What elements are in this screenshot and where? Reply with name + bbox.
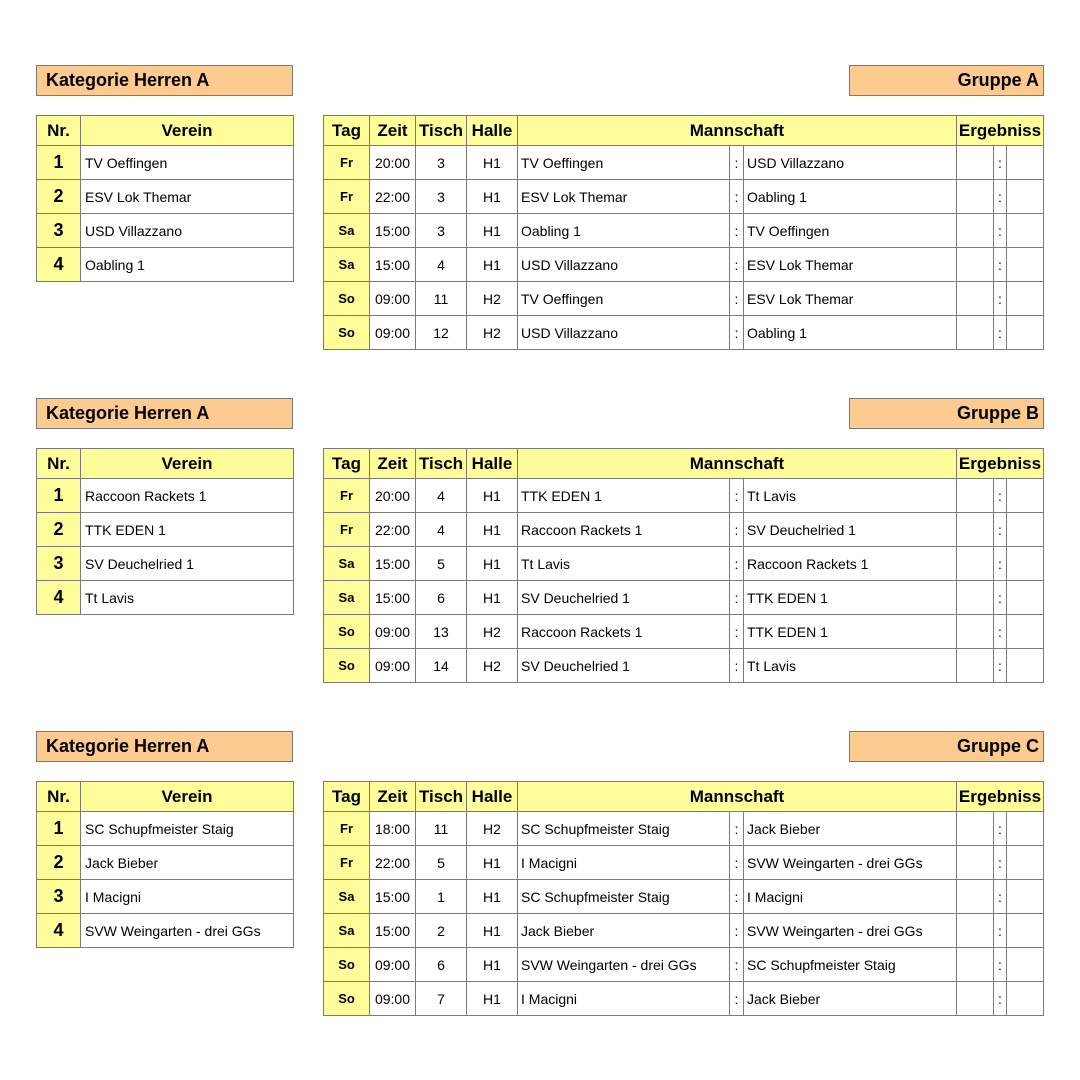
- match-hall: H1: [467, 880, 518, 914]
- match-time: 15:00: [370, 248, 416, 282]
- team-number: 1: [37, 146, 81, 180]
- result-away-cell[interactable]: [1007, 180, 1044, 214]
- team-separator: :: [730, 649, 744, 683]
- header-verein: Verein: [81, 449, 294, 479]
- match-table: 11: [416, 812, 467, 846]
- team-row: [37, 812, 294, 846]
- match-time: 09:00: [370, 649, 416, 683]
- home-team: USD Villazzano: [518, 316, 730, 350]
- away-team: Raccoon Rackets 1: [744, 547, 957, 581]
- match-day: Fr: [324, 146, 370, 180]
- category-label: Kategorie Herren A: [36, 731, 293, 762]
- team-number: 3: [37, 214, 81, 248]
- match-table: 4: [416, 248, 467, 282]
- match-table: 3: [416, 214, 467, 248]
- team-number: 1: [37, 812, 81, 846]
- header-zeit: Zeit: [370, 116, 416, 146]
- result-home-cell[interactable]: [957, 146, 994, 180]
- match-time: 15:00: [370, 914, 416, 948]
- result-home-cell[interactable]: [957, 948, 994, 982]
- match-time: 15:00: [370, 214, 416, 248]
- team-separator: :: [730, 948, 744, 982]
- away-team: SC Schupfmeister Staig: [744, 948, 957, 982]
- match-hall: H2: [467, 316, 518, 350]
- result-separator: :: [994, 649, 1007, 683]
- teams-table: [36, 781, 294, 948]
- match-table: 5: [416, 547, 467, 581]
- match-day: Fr: [324, 846, 370, 880]
- home-team: Tt Lavis: [518, 547, 730, 581]
- team-row: [37, 146, 294, 180]
- team-row: [37, 547, 294, 581]
- team-number: 2: [37, 513, 81, 547]
- header-nr: Nr.: [37, 782, 81, 812]
- result-home-cell[interactable]: [957, 180, 994, 214]
- team-row: [37, 513, 294, 547]
- result-home-cell[interactable]: [957, 982, 994, 1016]
- match-hall: H1: [467, 581, 518, 615]
- team-name: TV Oeffingen: [81, 146, 294, 180]
- header-nr: Nr.: [37, 116, 81, 146]
- group-label: Gruppe A: [849, 65, 1044, 96]
- match-row: [324, 513, 1044, 547]
- match-hall: H1: [467, 547, 518, 581]
- team-separator: :: [730, 914, 744, 948]
- header-mannschaft: Mannschaft: [518, 449, 957, 479]
- team-separator: :: [730, 846, 744, 880]
- team-number: 1: [37, 479, 81, 513]
- header-tag: Tag: [324, 449, 370, 479]
- match-time: 20:00: [370, 146, 416, 180]
- home-team: SC Schupfmeister Staig: [518, 812, 730, 846]
- team-row: [37, 880, 294, 914]
- header-verein: Verein: [81, 116, 294, 146]
- result-separator: :: [994, 914, 1007, 948]
- match-table: 14: [416, 649, 467, 683]
- group-section: [0, 731, 1080, 1051]
- home-team: SV Deuchelried 1: [518, 649, 730, 683]
- result-separator: :: [994, 547, 1007, 581]
- match-day: So: [324, 982, 370, 1016]
- header-tag: Tag: [324, 116, 370, 146]
- home-team: TV Oeffingen: [518, 146, 730, 180]
- match-hall: H2: [467, 615, 518, 649]
- match-row: [324, 146, 1044, 180]
- match-time: 09:00: [370, 282, 416, 316]
- result-home-cell[interactable]: [957, 282, 994, 316]
- away-team: Jack Bieber: [744, 982, 957, 1016]
- header-halle: Halle: [467, 116, 518, 146]
- result-away-cell[interactable]: [1007, 248, 1044, 282]
- result-separator: :: [994, 615, 1007, 649]
- header-zeit: Zeit: [370, 782, 416, 812]
- match-day: Fr: [324, 812, 370, 846]
- match-row: [324, 649, 1044, 683]
- result-separator: :: [994, 982, 1007, 1016]
- result-away-cell[interactable]: [1007, 880, 1044, 914]
- result-home-cell[interactable]: [957, 248, 994, 282]
- match-day: So: [324, 649, 370, 683]
- header-mannschaft: Mannschaft: [518, 782, 957, 812]
- team-row: [37, 180, 294, 214]
- team-number: 2: [37, 180, 81, 214]
- header-verein: Verein: [81, 782, 294, 812]
- away-team: SVW Weingarten - drei GGs: [744, 846, 957, 880]
- home-team: SC Schupfmeister Staig: [518, 880, 730, 914]
- match-time: 09:00: [370, 948, 416, 982]
- category-label: Kategorie Herren A: [36, 398, 293, 429]
- team-name: ESV Lok Themar: [81, 180, 294, 214]
- match-table: 2: [416, 914, 467, 948]
- match-row: [324, 982, 1044, 1016]
- match-time: 18:00: [370, 812, 416, 846]
- match-time: 15:00: [370, 547, 416, 581]
- home-team: Raccoon Rackets 1: [518, 615, 730, 649]
- match-row: [324, 248, 1044, 282]
- header-halle: Halle: [467, 782, 518, 812]
- result-separator: :: [994, 948, 1007, 982]
- header-tisch: Tisch: [416, 782, 467, 812]
- match-time: 22:00: [370, 846, 416, 880]
- match-hall: H1: [467, 146, 518, 180]
- result-separator: :: [994, 479, 1007, 513]
- away-team: TTK EDEN 1: [744, 615, 957, 649]
- header-ergebniss: Ergebniss: [957, 782, 1044, 812]
- result-separator: :: [994, 812, 1007, 846]
- header-tisch: Tisch: [416, 449, 467, 479]
- result-separator: :: [994, 282, 1007, 316]
- away-team: ESV Lok Themar: [744, 248, 957, 282]
- home-team: TTK EDEN 1: [518, 479, 730, 513]
- result-away-cell[interactable]: [1007, 282, 1044, 316]
- team-name: Oabling 1: [81, 248, 294, 282]
- match-time: 15:00: [370, 581, 416, 615]
- result-away-cell[interactable]: [1007, 812, 1044, 846]
- header-tisch: Tisch: [416, 116, 467, 146]
- home-team: Oabling 1: [518, 214, 730, 248]
- match-row: [324, 948, 1044, 982]
- match-row: [324, 316, 1044, 350]
- result-separator: :: [994, 880, 1007, 914]
- match-row: [324, 914, 1044, 948]
- match-day: Sa: [324, 214, 370, 248]
- away-team: I Macigni: [744, 880, 957, 914]
- match-row: [324, 846, 1044, 880]
- match-hall: H1: [467, 248, 518, 282]
- header-zeit: Zeit: [370, 449, 416, 479]
- result-away-cell[interactable]: [1007, 547, 1044, 581]
- result-home-cell[interactable]: [957, 880, 994, 914]
- result-home-cell[interactable]: [957, 914, 994, 948]
- home-team: TV Oeffingen: [518, 282, 730, 316]
- category-label: Kategorie Herren A: [36, 65, 293, 96]
- team-separator: :: [730, 214, 744, 248]
- group-section: [0, 65, 1080, 385]
- match-table: 11: [416, 282, 467, 316]
- match-time: 15:00: [370, 880, 416, 914]
- home-team: Jack Bieber: [518, 914, 730, 948]
- team-row: [37, 846, 294, 880]
- group-section: [0, 398, 1080, 718]
- result-home-cell[interactable]: [957, 581, 994, 615]
- team-number: 4: [37, 914, 81, 948]
- away-team: Oabling 1: [744, 316, 957, 350]
- home-team: SV Deuchelried 1: [518, 581, 730, 615]
- team-separator: :: [730, 479, 744, 513]
- match-time: 09:00: [370, 615, 416, 649]
- team-name: I Macigni: [81, 880, 294, 914]
- away-team: Tt Lavis: [744, 479, 957, 513]
- team-name: Jack Bieber: [81, 846, 294, 880]
- match-hall: H1: [467, 948, 518, 982]
- team-separator: :: [730, 513, 744, 547]
- teams-table: [36, 448, 294, 615]
- result-away-cell[interactable]: [1007, 479, 1044, 513]
- result-separator: :: [994, 513, 1007, 547]
- match-table: 6: [416, 581, 467, 615]
- group-label: Gruppe B: [849, 398, 1044, 429]
- match-day: Fr: [324, 513, 370, 547]
- home-team: ESV Lok Themar: [518, 180, 730, 214]
- home-team: Raccoon Rackets 1: [518, 513, 730, 547]
- schedule-table: [323, 115, 1044, 350]
- team-separator: :: [730, 282, 744, 316]
- match-day: So: [324, 316, 370, 350]
- team-separator: :: [730, 880, 744, 914]
- header-ergebniss: Ergebniss: [957, 116, 1044, 146]
- result-home-cell[interactable]: [957, 846, 994, 880]
- away-team: USD Villazzano: [744, 146, 957, 180]
- match-day: Sa: [324, 547, 370, 581]
- team-row: [37, 248, 294, 282]
- result-separator: :: [994, 180, 1007, 214]
- result-away-cell[interactable]: [1007, 146, 1044, 180]
- match-row: [324, 479, 1044, 513]
- match-hall: H1: [467, 846, 518, 880]
- away-team: Oabling 1: [744, 180, 957, 214]
- result-home-cell[interactable]: [957, 615, 994, 649]
- team-row: [37, 214, 294, 248]
- result-away-cell[interactable]: [1007, 316, 1044, 350]
- match-day: Sa: [324, 914, 370, 948]
- match-time: 09:00: [370, 316, 416, 350]
- match-row: [324, 547, 1044, 581]
- match-time: 22:00: [370, 180, 416, 214]
- result-home-cell[interactable]: [957, 649, 994, 683]
- match-hall: H2: [467, 282, 518, 316]
- match-table: 4: [416, 479, 467, 513]
- result-away-cell[interactable]: [1007, 649, 1044, 683]
- match-time: 20:00: [370, 479, 416, 513]
- away-team: TV Oeffingen: [744, 214, 957, 248]
- result-away-cell[interactable]: [1007, 513, 1044, 547]
- result-separator: :: [994, 846, 1007, 880]
- result-away-cell[interactable]: [1007, 615, 1044, 649]
- match-row: [324, 812, 1044, 846]
- team-separator: :: [730, 581, 744, 615]
- schedule-table: [323, 448, 1044, 683]
- match-hall: H1: [467, 914, 518, 948]
- match-day: Sa: [324, 248, 370, 282]
- team-separator: :: [730, 547, 744, 581]
- result-away-cell[interactable]: [1007, 581, 1044, 615]
- match-table: 12: [416, 316, 467, 350]
- team-row: [37, 479, 294, 513]
- header-mannschaft: Mannschaft: [518, 116, 957, 146]
- match-table: 1: [416, 880, 467, 914]
- team-separator: :: [730, 248, 744, 282]
- result-away-cell[interactable]: [1007, 214, 1044, 248]
- match-hall: H2: [467, 812, 518, 846]
- team-name: Tt Lavis: [81, 581, 294, 615]
- result-home-cell[interactable]: [957, 547, 994, 581]
- team-separator: :: [730, 615, 744, 649]
- team-separator: :: [730, 180, 744, 214]
- match-hall: H2: [467, 649, 518, 683]
- match-day: So: [324, 615, 370, 649]
- result-home-cell[interactable]: [957, 513, 994, 547]
- result-separator: :: [994, 581, 1007, 615]
- match-day: So: [324, 948, 370, 982]
- team-separator: :: [730, 812, 744, 846]
- match-day: Fr: [324, 180, 370, 214]
- match-day: Sa: [324, 880, 370, 914]
- schedule-table: [323, 781, 1044, 1016]
- result-home-cell[interactable]: [957, 214, 994, 248]
- away-team: Jack Bieber: [744, 812, 957, 846]
- team-number: 4: [37, 581, 81, 615]
- match-table: 13: [416, 615, 467, 649]
- match-table: 4: [416, 513, 467, 547]
- match-row: [324, 214, 1044, 248]
- match-table: 6: [416, 948, 467, 982]
- match-hall: H1: [467, 479, 518, 513]
- match-row: [324, 880, 1044, 914]
- team-number: 2: [37, 846, 81, 880]
- result-away-cell[interactable]: [1007, 914, 1044, 948]
- result-home-cell[interactable]: [957, 316, 994, 350]
- match-day: Fr: [324, 479, 370, 513]
- header-ergebniss: Ergebniss: [957, 449, 1044, 479]
- team-number: 4: [37, 248, 81, 282]
- team-name: USD Villazzano: [81, 214, 294, 248]
- away-team: TTK EDEN 1: [744, 581, 957, 615]
- team-name: SC Schupfmeister Staig: [81, 812, 294, 846]
- header-nr: Nr.: [37, 449, 81, 479]
- result-away-cell[interactable]: [1007, 982, 1044, 1016]
- match-day: So: [324, 282, 370, 316]
- away-team: SV Deuchelried 1: [744, 513, 957, 547]
- match-hall: H1: [467, 180, 518, 214]
- away-team: ESV Lok Themar: [744, 282, 957, 316]
- home-team: USD Villazzano: [518, 248, 730, 282]
- team-name: Raccoon Rackets 1: [81, 479, 294, 513]
- result-separator: :: [994, 248, 1007, 282]
- teams-table: [36, 115, 294, 282]
- team-row: [37, 581, 294, 615]
- home-team: SVW Weingarten - drei GGs: [518, 948, 730, 982]
- match-table: 3: [416, 180, 467, 214]
- result-separator: :: [994, 214, 1007, 248]
- result-separator: :: [994, 146, 1007, 180]
- away-team: Tt Lavis: [744, 649, 957, 683]
- home-team: I Macigni: [518, 846, 730, 880]
- result-home-cell[interactable]: [957, 479, 994, 513]
- match-table: 7: [416, 982, 467, 1016]
- header-halle: Halle: [467, 449, 518, 479]
- match-row: [324, 581, 1044, 615]
- team-number: 3: [37, 880, 81, 914]
- team-name: TTK EDEN 1: [81, 513, 294, 547]
- team-separator: :: [730, 146, 744, 180]
- result-away-cell[interactable]: [1007, 846, 1044, 880]
- team-name: SVW Weingarten - drei GGs: [81, 914, 294, 948]
- home-team: I Macigni: [518, 982, 730, 1016]
- match-row: [324, 282, 1044, 316]
- away-team: SVW Weingarten - drei GGs: [744, 914, 957, 948]
- team-separator: :: [730, 316, 744, 350]
- team-separator: :: [730, 982, 744, 1016]
- match-row: [324, 615, 1044, 649]
- header-tag: Tag: [324, 782, 370, 812]
- match-day: Sa: [324, 581, 370, 615]
- result-home-cell[interactable]: [957, 812, 994, 846]
- match-hall: H1: [467, 214, 518, 248]
- match-time: 22:00: [370, 513, 416, 547]
- team-number: 3: [37, 547, 81, 581]
- match-row: [324, 180, 1044, 214]
- result-separator: :: [994, 316, 1007, 350]
- team-name: SV Deuchelried 1: [81, 547, 294, 581]
- match-table: 5: [416, 846, 467, 880]
- group-label: Gruppe C: [849, 731, 1044, 762]
- team-row: [37, 914, 294, 948]
- match-hall: H1: [467, 982, 518, 1016]
- match-table: 3: [416, 146, 467, 180]
- match-time: 09:00: [370, 982, 416, 1016]
- match-hall: H1: [467, 513, 518, 547]
- result-away-cell[interactable]: [1007, 948, 1044, 982]
